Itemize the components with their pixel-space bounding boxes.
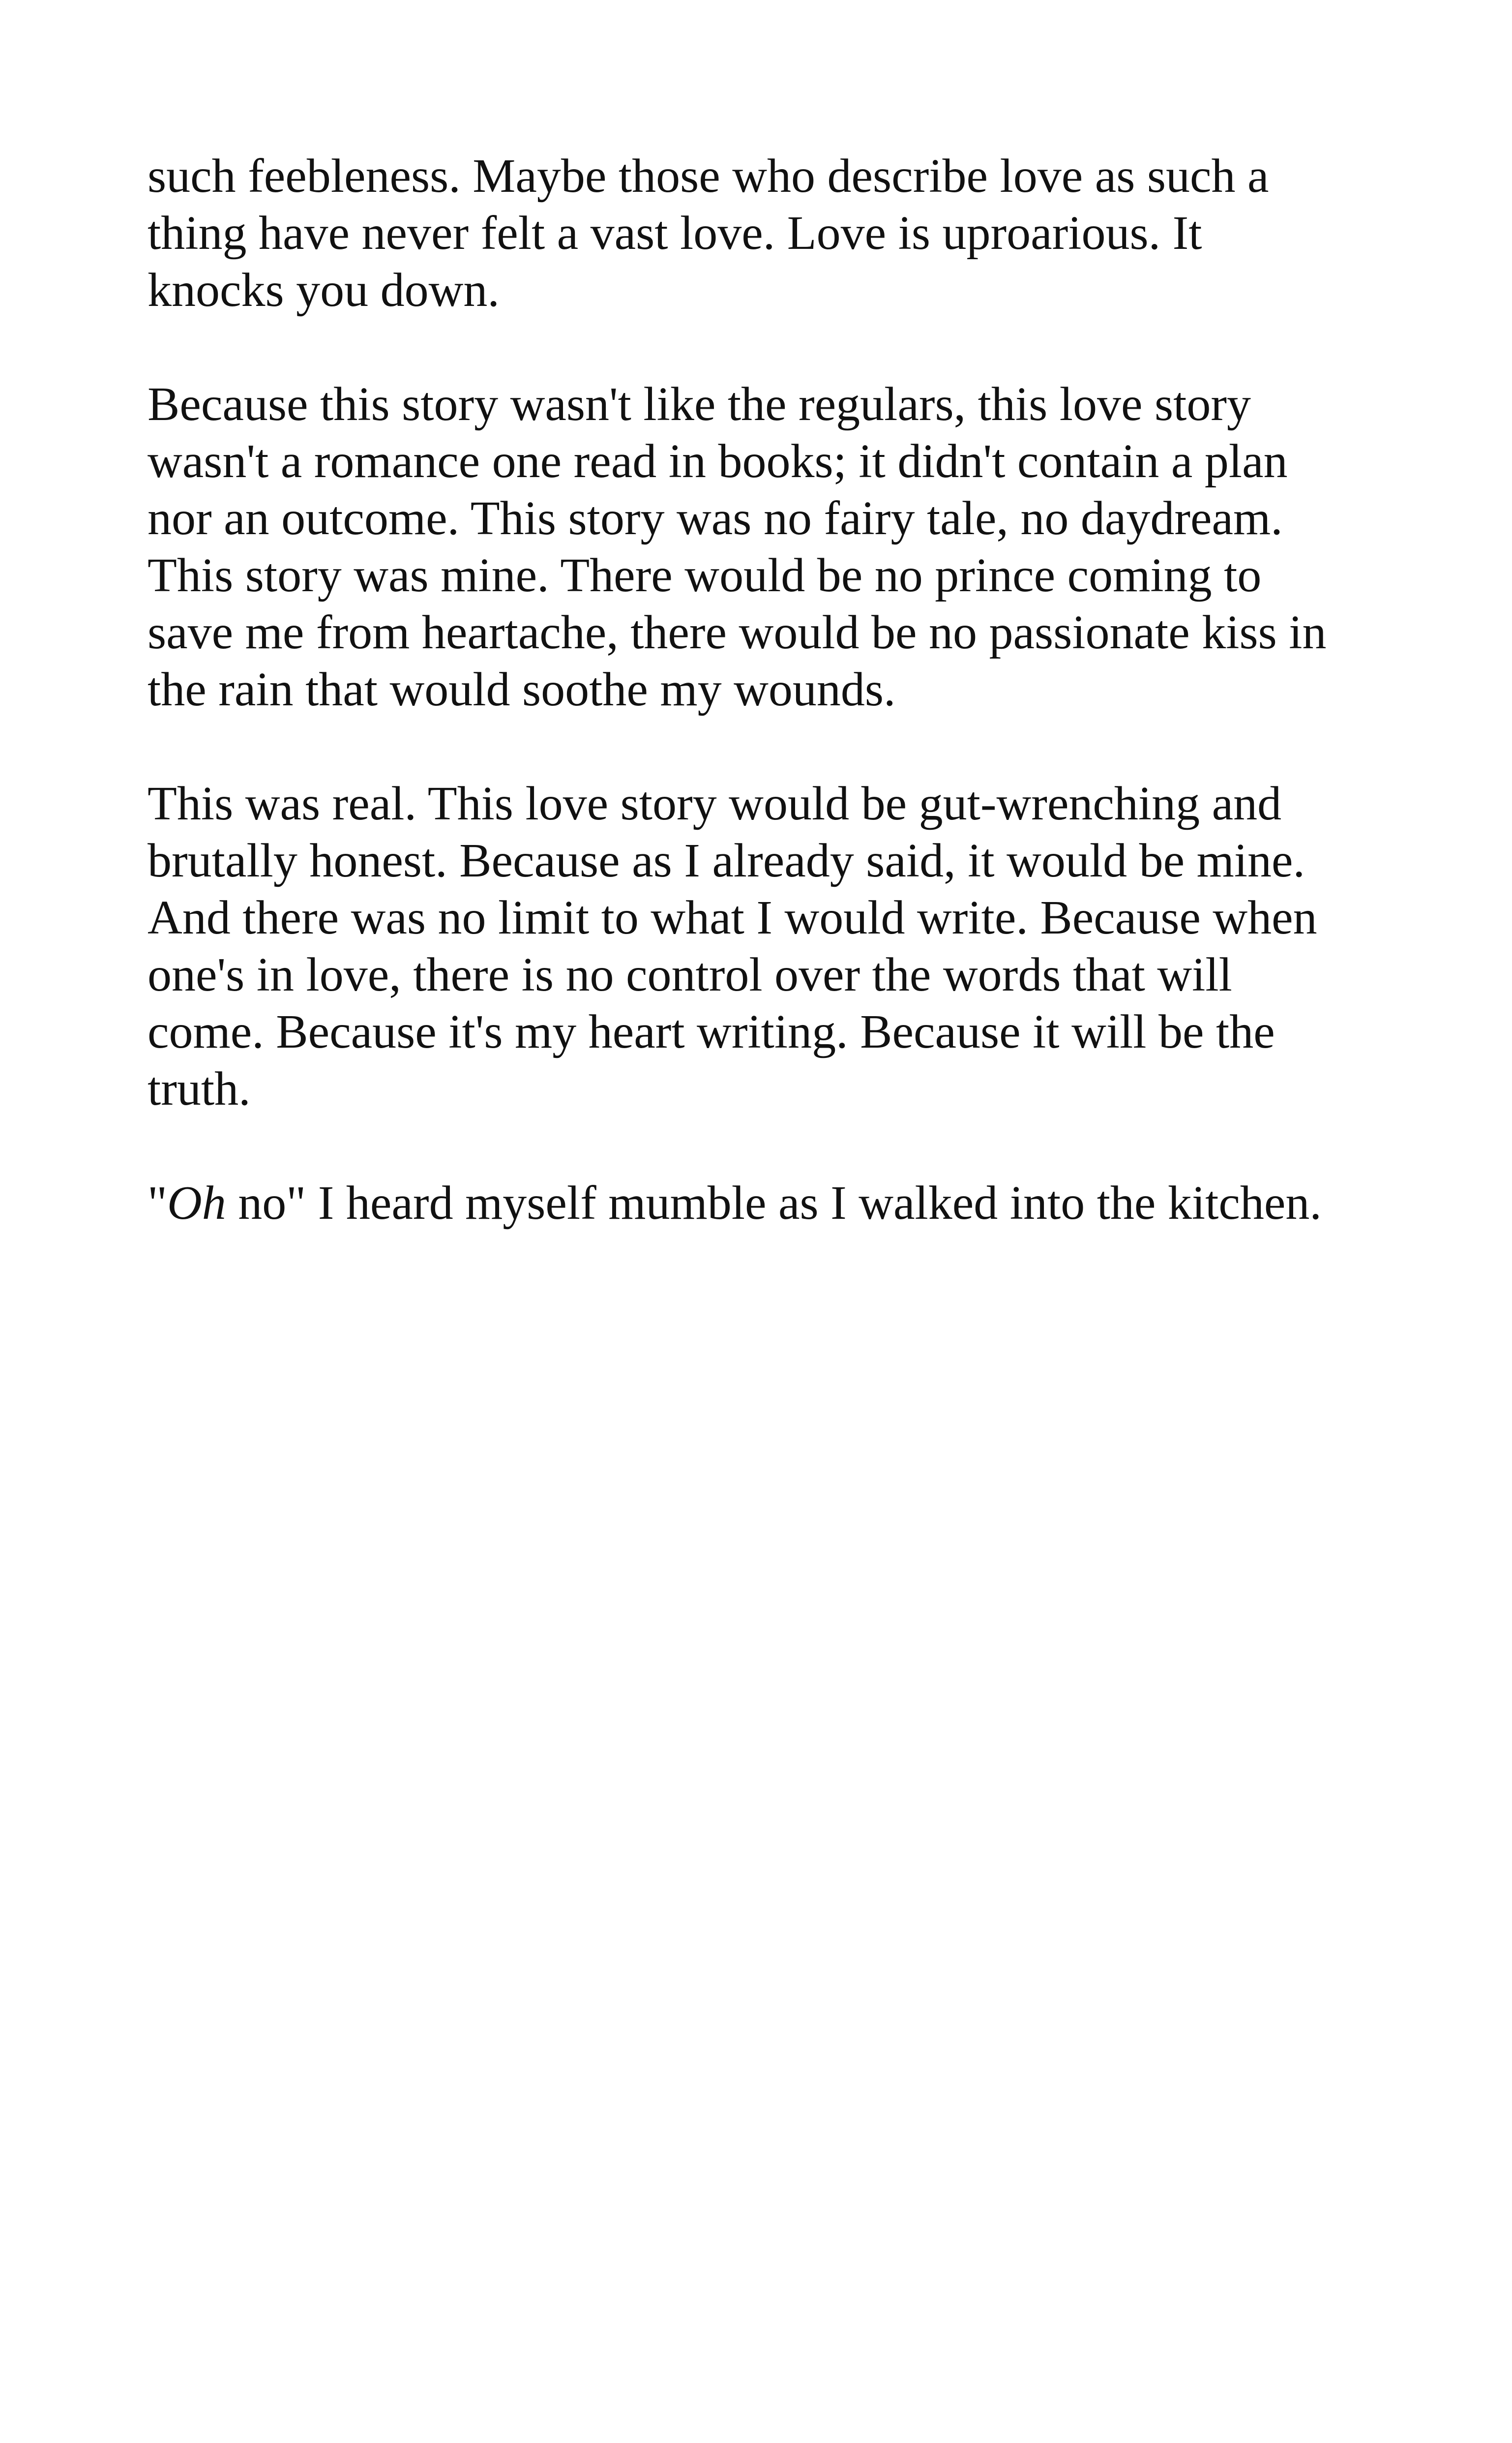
text-line: This story was mine. There would be no prince coming to bbox=[148, 549, 1262, 602]
text-line-dialogue bbox=[148, 1175, 1387, 1232]
text-line: And there was no limit to what I would write. Because when bbox=[148, 891, 1317, 944]
text-line: knocks you down. bbox=[148, 264, 500, 317]
text-line: nor an outcome. This story was no fairy tale, no daydream. bbox=[148, 492, 1283, 545]
text-line: brutally honest. Because as I already said, it would be mine. bbox=[148, 834, 1305, 887]
body-text bbox=[148, 148, 1387, 1232]
text-line: such feebleness. Maybe those who describe love as such a bbox=[148, 150, 1269, 203]
text-line: This was real. This love story would be gut-wrenching and bbox=[148, 777, 1282, 830]
dialogue-rest: no" I heard myself mumble as I walked into the kitchen. bbox=[226, 1176, 1322, 1230]
text-line: one's in love, there is no control over the words that will bbox=[148, 948, 1232, 1001]
text-line: come. Because it's my heart writing. Because it will be the bbox=[148, 1005, 1275, 1058]
italic-emphasis: Oh bbox=[167, 1176, 226, 1230]
text-line: wasn't a romance one read in books; it didn't contain a plan bbox=[148, 435, 1288, 488]
text-line: save me from heartache, there would be no passionate kiss in bbox=[148, 606, 1327, 659]
paragraph-1 bbox=[148, 148, 1387, 319]
paragraph-3 bbox=[148, 775, 1387, 1117]
paragraph-4 bbox=[148, 1175, 1387, 1232]
text-line: the rain that would soothe my wounds. bbox=[148, 663, 896, 716]
text-line: Because this story wasn't like the regulars, this love story bbox=[148, 378, 1251, 431]
opening-quote: " bbox=[148, 1176, 168, 1230]
paragraph-2 bbox=[148, 376, 1387, 718]
text-line: truth. bbox=[148, 1062, 251, 1116]
text-line: thing have never felt a vast love. Love is uproarious. It bbox=[148, 207, 1202, 260]
